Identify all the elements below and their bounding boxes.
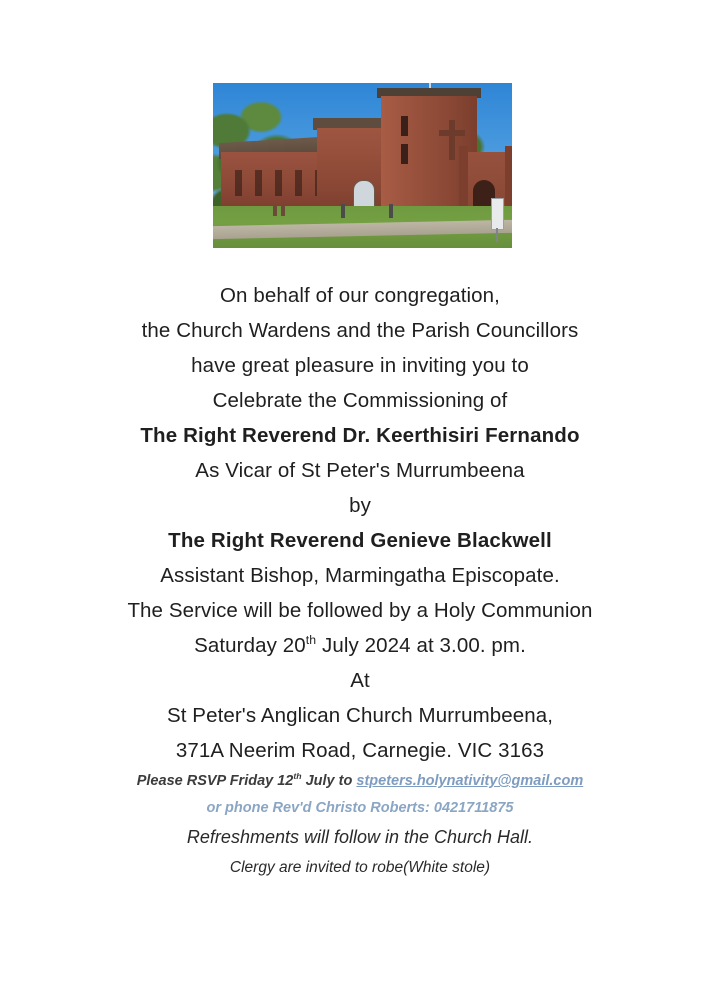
invitation-line-1: On behalf of our congregation, — [220, 284, 500, 307]
officiant-name: The Right Reverend Genieve Blackwell — [168, 529, 552, 552]
venue-name: St Peter's Anglican Church Murrumbeena, — [166, 704, 554, 727]
rsvp-phone-line: or phone Rev'd Christo Roberts: 0421711875 — [206, 800, 514, 816]
church-photo-scene — [213, 83, 512, 248]
rsvp-prefix: Please RSVP Friday 12 — [136, 773, 294, 789]
clergy-note: Clergy are invited to robe(White stole) — [229, 859, 491, 876]
event-date-line — [0, 628, 720, 663]
invitation-line-3: have great pleasure in inviting you to — [191, 354, 529, 377]
date-prefix: Saturday 20 — [194, 634, 306, 657]
cross-icon — [449, 120, 455, 160]
church-photo — [213, 83, 512, 248]
date-suffix: July 2024 at 3.00. pm. — [316, 634, 526, 657]
rsvp-middle: July to — [301, 773, 357, 789]
at-label: At — [350, 669, 370, 692]
honoree-role: As Vicar of St Peter's Murrumbeena — [195, 459, 525, 482]
church-noticeboard — [491, 198, 504, 230]
rsvp-line — [0, 768, 720, 795]
bollard-b — [389, 204, 393, 218]
service-note: The Service will be followed by a Holy Communion — [127, 599, 593, 622]
venue-address: 371A Neerim Road, Carnegie. VIC 3163 — [175, 739, 545, 762]
invitation-line-4: Celebrate the Commissioning of — [212, 389, 508, 412]
cross-icon-bar — [439, 130, 465, 136]
noticeboard-post — [496, 228, 498, 242]
rsvp-email-link[interactable]: stpeters.holynativity@gmail.com — [356, 773, 584, 789]
bollard-a — [341, 204, 345, 218]
by-label: by — [349, 494, 371, 517]
rsvp-ordinal: th — [293, 771, 302, 782]
honoree-name: The Right Reverend Dr. Keerthisiri Fernando — [140, 424, 580, 447]
flagpole — [429, 83, 431, 88]
tower-window-upper — [401, 116, 408, 136]
tower-window-lower — [401, 144, 408, 164]
officiant-role: Assistant Bishop, Marmingatha Episcopate. — [160, 564, 560, 587]
refreshments-note: Refreshments will follow in the Church Hall. — [186, 827, 534, 847]
person-a — [273, 205, 277, 216]
invitation-text — [0, 278, 720, 882]
invitation-line-2: the Church Wardens and the Parish Councillors — [141, 319, 579, 342]
date-ordinal: th — [305, 633, 317, 648]
person-b — [281, 205, 285, 216]
